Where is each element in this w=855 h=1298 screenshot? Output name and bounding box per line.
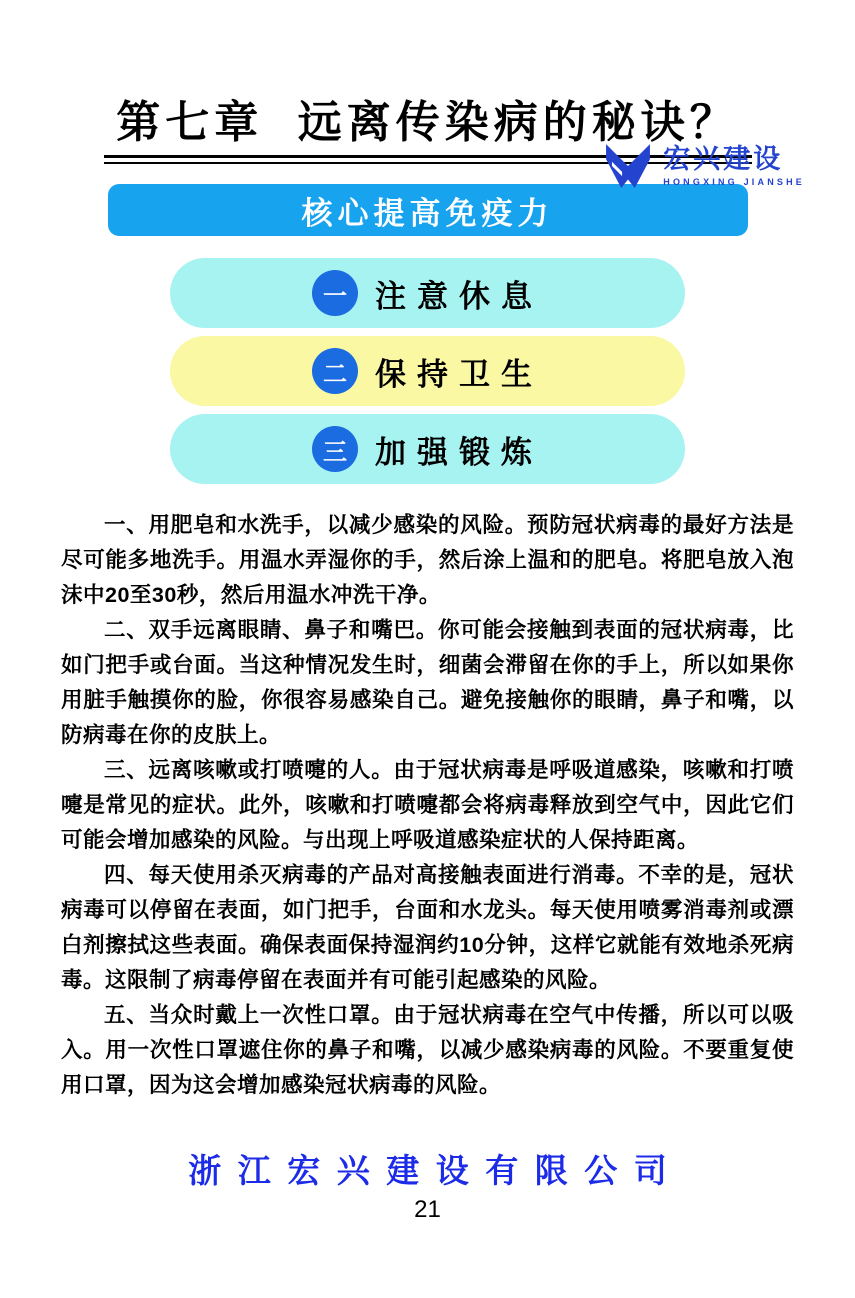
paragraph-4: 四、每天使用杀灭病毒的产品对高接触表面进行消毒。不幸的是，冠状病毒可以停留在表面，如门把手，台面和水龙头。每天使用喷雾消毒剂或漂白剂擦拭这些表面。确保表面保持湿润约10分钟，这样它就能有效地杀死病毒。这限制了病毒停留在表面并有可能引起感染的风险。	[61, 863, 794, 993]
document-page	[0, 98, 855, 1298]
list-item-label: 加强锻炼	[375, 434, 543, 470]
page-number: 21	[414, 1196, 441, 1224]
paragraph-3: 三、远离咳嗽或打喷嚏的人。由于冠状病毒是呼吸道感染，咳嗽和打喷嚏是常见的症状。此外，咳嗽和打喷嚏都会将病毒释放到空气中，因此它们可能会增加感染的风险。与出现上呼吸道感染症状的人保持距离。	[61, 758, 794, 853]
paragraph-5: 五、当众时戴上一次性口罩。由于冠状病毒在空气中传播，所以可以吸入。用一次性口罩遮住你的鼻子和嘴，以减少感染病毒的风险。不要重复使用口罩，因为这会增加感染冠状病毒的风险。	[61, 1003, 794, 1098]
number-badge: 一	[312, 270, 358, 316]
logo-name-en: HONGXING JIANSHE	[663, 177, 805, 188]
number-badge: 三	[312, 426, 358, 472]
number-badge: 二	[312, 348, 358, 394]
list-item	[170, 414, 685, 484]
section-banner: 核心提高免疫力	[108, 184, 748, 236]
logo-text	[663, 145, 805, 188]
company-name: 浙江宏兴建设有限公司	[188, 1152, 684, 1190]
list-item-label: 保持卫生	[375, 356, 543, 392]
logo-name-cn: 宏兴建设	[663, 143, 784, 174]
chapter-title: 第七章 远离传染病的秘诀？	[116, 98, 739, 147]
paragraph-1: 一、用肥皂和水洗手，以减少感染的风险。预防冠状病毒的最好方法是尽可能多地洗手。用温水弄湿你的手，然后涂上温和的肥皂。将肥皂放入泡沫中20至30秒，然后用温水冲洗干净。	[61, 513, 794, 608]
list-item	[170, 258, 685, 328]
list-item-label: 注意休息	[375, 278, 543, 314]
list-item	[170, 336, 685, 406]
body-text	[61, 508, 794, 1103]
paragraph-2: 二、双手远离眼睛、鼻子和嘴巴。你可能会接触到表面的冠状病毒，比如门把手或台面。当这种情况发生时，细菌会滞留在你的手上，所以如果你用脏手触摸你的脸，你很容易感染自己。避免接触你的眼睛，鼻子和嘴，以防病毒在你的皮肤上。	[61, 618, 794, 748]
logo-mark-icon	[601, 140, 655, 192]
company-logo	[601, 140, 805, 192]
key-points-list	[0, 258, 855, 484]
